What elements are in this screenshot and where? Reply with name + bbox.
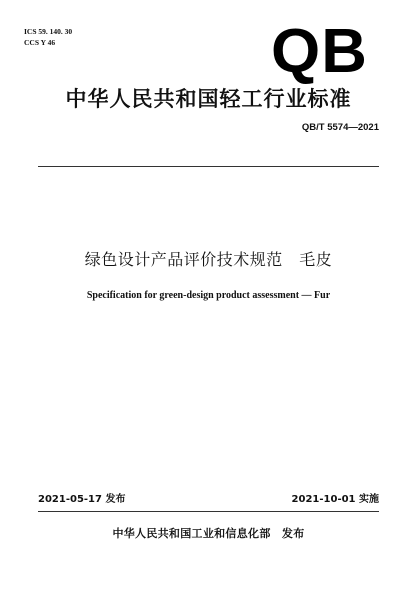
ccs-code: CCS Y 46 <box>24 38 56 47</box>
document-title-zh: 绿色设计产品评价技术规范 毛皮 <box>84 250 333 269</box>
qb-logo: QB <box>271 17 368 86</box>
footer-divider <box>38 511 379 512</box>
standard-number: QB/T 5574—2021 <box>301 122 379 133</box>
issue-date: 2021-05-17 发布 <box>38 494 126 505</box>
ics-code: ICS 59. 140. 30 <box>24 27 73 36</box>
publisher: 中华人民共和国工业和信息化部 发布 <box>112 527 305 540</box>
header-divider <box>38 166 379 167</box>
document-title-en: Specification for green-design product assessment — Fur <box>86 290 331 301</box>
org-title: 中华人民共和国轻工行业标准 <box>65 87 352 111</box>
implementation-date: 2021-10-01 实施 <box>291 494 379 505</box>
